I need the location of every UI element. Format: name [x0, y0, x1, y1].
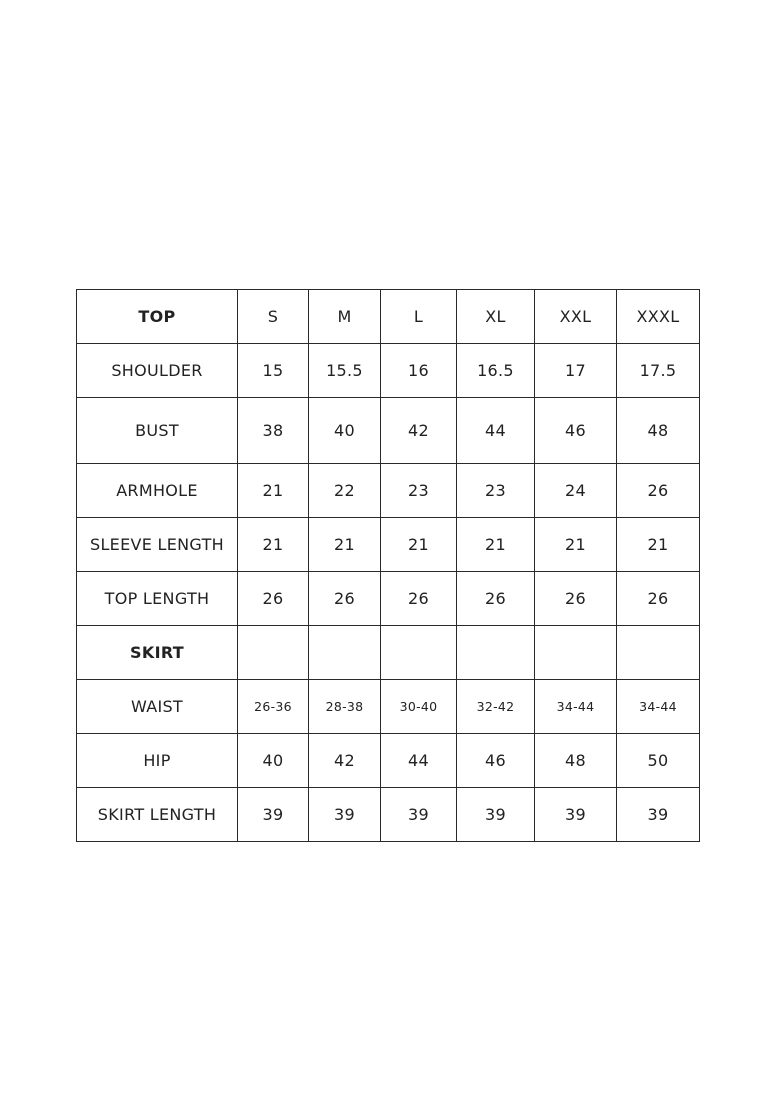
- table-cell: 21: [238, 464, 309, 518]
- empty-cell: [238, 626, 309, 680]
- table-cell: 17.5: [617, 344, 700, 398]
- table-cell: 32-42: [457, 680, 535, 734]
- table-cell: 21: [381, 518, 457, 572]
- table-cell: 26: [238, 572, 309, 626]
- size-chart-table: [76, 289, 700, 842]
- table-cell: 21: [617, 518, 700, 572]
- size-header-xxxl: XXXL: [617, 290, 700, 344]
- table-cell: 22: [309, 464, 381, 518]
- table-row-top-header: [77, 290, 700, 344]
- table-cell: 16.5: [457, 344, 535, 398]
- table-cell: 39: [457, 788, 535, 842]
- table-row-sleeve-length: [77, 518, 700, 572]
- table-cell: 26-36: [238, 680, 309, 734]
- table-cell: 34-44: [535, 680, 617, 734]
- table-cell: 39: [535, 788, 617, 842]
- table-cell: 23: [381, 464, 457, 518]
- size-header-xxl: XXL: [535, 290, 617, 344]
- table-cell: 48: [617, 398, 700, 464]
- table-cell: 16: [381, 344, 457, 398]
- table-cell: 21: [457, 518, 535, 572]
- table-cell: 50: [617, 734, 700, 788]
- table-row-top-length: [77, 572, 700, 626]
- table-cell: 28-38: [309, 680, 381, 734]
- table-row-armhole: [77, 464, 700, 518]
- table-cell: 46: [457, 734, 535, 788]
- row-label: SKIRT LENGTH: [77, 788, 238, 842]
- table-cell: 30-40: [381, 680, 457, 734]
- size-header-m: M: [309, 290, 381, 344]
- row-label: SHOULDER: [77, 344, 238, 398]
- table-cell: 26: [381, 572, 457, 626]
- table-row-waist: [77, 680, 700, 734]
- table-cell: 40: [309, 398, 381, 464]
- table-cell: 21: [535, 518, 617, 572]
- table-row-bust: [77, 398, 700, 464]
- row-label: TOP LENGTH: [77, 572, 238, 626]
- row-label: ARMHOLE: [77, 464, 238, 518]
- table-cell: 24: [535, 464, 617, 518]
- size-header-l: L: [381, 290, 457, 344]
- empty-cell: [535, 626, 617, 680]
- table-cell: 26: [535, 572, 617, 626]
- table-cell: 39: [381, 788, 457, 842]
- row-label: WAIST: [77, 680, 238, 734]
- table-cell: 44: [381, 734, 457, 788]
- table-cell: 15: [238, 344, 309, 398]
- section-label-skirt: SKIRT: [77, 626, 238, 680]
- table-cell: 44: [457, 398, 535, 464]
- table-cell: 21: [309, 518, 381, 572]
- table-cell: 34-44: [617, 680, 700, 734]
- table-cell: 26: [457, 572, 535, 626]
- empty-cell: [617, 626, 700, 680]
- table-row-skirt-header: [77, 626, 700, 680]
- section-label-top: TOP: [77, 290, 238, 344]
- size-header-xl: XL: [457, 290, 535, 344]
- table-cell: 42: [309, 734, 381, 788]
- table-cell: 26: [617, 572, 700, 626]
- row-label: HIP: [77, 734, 238, 788]
- row-label: BUST: [77, 398, 238, 464]
- table-cell: 40: [238, 734, 309, 788]
- row-label: SLEEVE LENGTH: [77, 518, 238, 572]
- table-cell: 42: [381, 398, 457, 464]
- table-cell: 21: [238, 518, 309, 572]
- table-cell: 23: [457, 464, 535, 518]
- table-cell: 46: [535, 398, 617, 464]
- empty-cell: [309, 626, 381, 680]
- table-cell: 39: [617, 788, 700, 842]
- table-row-shoulder: [77, 344, 700, 398]
- table-row-skirt-length: [77, 788, 700, 842]
- size-header-s: S: [238, 290, 309, 344]
- table-row-hip: [77, 734, 700, 788]
- table-cell: 39: [238, 788, 309, 842]
- empty-cell: [457, 626, 535, 680]
- table-cell: 26: [309, 572, 381, 626]
- table-cell: 17: [535, 344, 617, 398]
- empty-cell: [381, 626, 457, 680]
- table-cell: 26: [617, 464, 700, 518]
- table-cell: 48: [535, 734, 617, 788]
- table-cell: 39: [309, 788, 381, 842]
- table-cell: 15.5: [309, 344, 381, 398]
- table-cell: 38: [238, 398, 309, 464]
